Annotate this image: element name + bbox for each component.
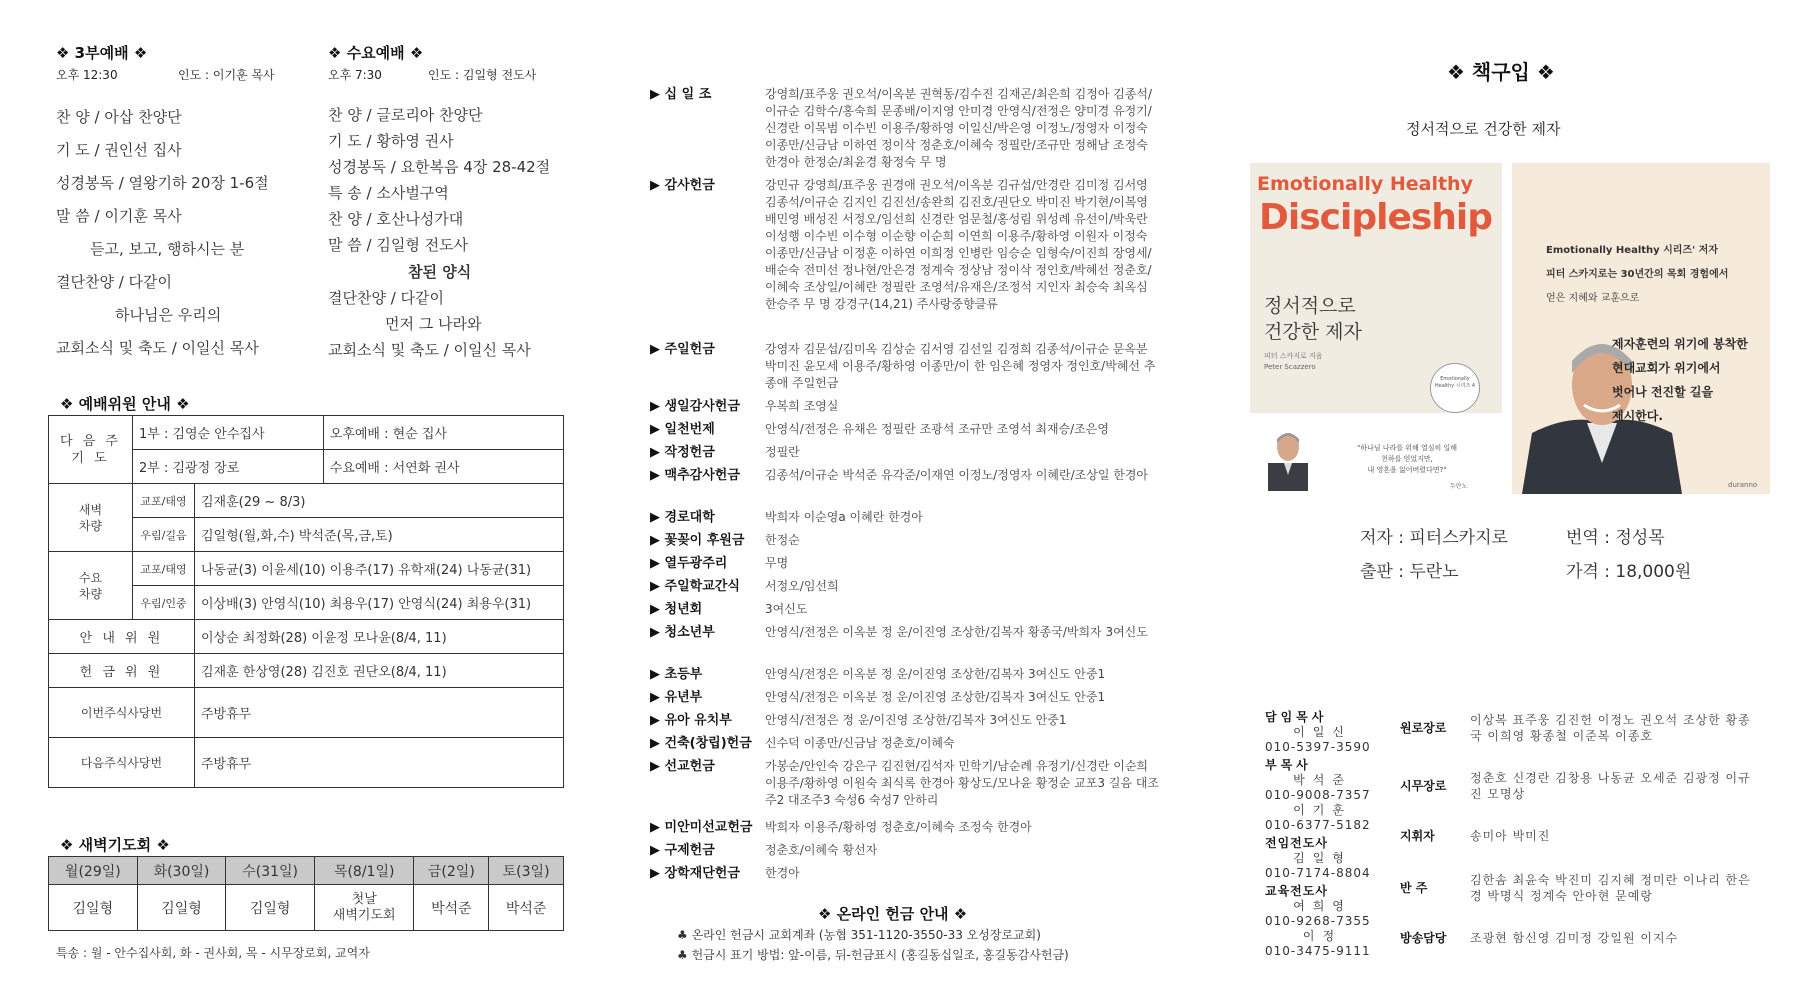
staff-name: 여희영 xyxy=(1293,899,1352,913)
day-leader: 박석준 xyxy=(489,885,564,931)
offering-label: ▶ 감사헌금 xyxy=(650,178,715,193)
committee-table xyxy=(48,415,564,788)
staff-row-label: 시무장로 xyxy=(1400,779,1447,793)
wed-line: 찬 양 / 글로리아 찬양단 xyxy=(328,106,483,124)
offering-names: 강영자 김문섭/김미옥 김상순 김서영 김선일 김정희 김종석/이규순 문옥분 박미진 윤모세 이용주/황하영 이종만/이 한 임은혜 정영자 정인호/박혜선 추종애 주일헌금 xyxy=(765,342,1156,390)
staff-row-value: 정춘호 신경란 김창용 나동균 오세준 김광정 이규진 모명상 xyxy=(1470,771,1751,801)
cover-title-ko: 정서적으로 건강한 제자 xyxy=(1264,295,1362,343)
meal-next-week-label: 다음주식사당번 xyxy=(49,738,195,788)
offering-names: 안영식/전정은 유채은 정필란 조광석 조규만 조영석 최재승/조은영 xyxy=(765,422,1109,436)
staff-row xyxy=(1400,712,1760,744)
offering-names: 김종석/이규순 박석준 유각준/이재연 이정노/정영자 이혜란/조상일 한경아 xyxy=(765,468,1149,482)
dawn-car-route: 교포/태영 xyxy=(133,484,195,518)
wed-title: ❖ 수요예배 ❖ xyxy=(328,44,424,62)
staff-tel: 010-5397-3590 xyxy=(1265,740,1371,754)
offering-label: ▶ 선교헌금 xyxy=(650,759,715,774)
book-cover-front xyxy=(1250,163,1502,494)
book-translator: 번역 : 정성목 xyxy=(1566,528,1665,548)
staff-name: 이정 xyxy=(1302,929,1343,943)
author-photo-small-icon xyxy=(1260,425,1316,491)
offering-names: 우복희 조영실 xyxy=(765,399,839,413)
wed-line: 찬 양 / 호산나성가대 xyxy=(328,210,464,228)
online-method: ♣ 헌금시 표기 방법: 앞-이름, 뒤-헌금표시 (홍길동십일조, 홍길동감사헌금) xyxy=(677,948,1069,962)
committee-title: ❖ 예배위원 안내 ❖ xyxy=(60,395,190,413)
offering-row xyxy=(650,712,1160,729)
dawn-prayer-table xyxy=(48,856,564,931)
guide-label: 안 내 위 원 xyxy=(49,620,195,654)
wed-time: 오후 7:30 xyxy=(328,68,382,82)
staff-row-value: 송미아 박미진 xyxy=(1470,829,1551,843)
service3-line: 결단찬양 / 다같이 xyxy=(56,273,173,291)
offering-names: 안영식/전정은 이옥분 정 운/이진영 조상한/김복자 황종국/박희자 3여신도 xyxy=(765,625,1148,639)
offering-names: 3여신도 xyxy=(765,602,808,616)
offering-names: 박희자 이용주/황하영 정춘호/이혜숙 조정숙 한경아 xyxy=(765,820,1032,834)
cover-author-en: Peter Scazzero xyxy=(1264,363,1316,371)
staff-row-value: 이상복 표주웅 김진헌 이정노 권오석 조상한 황종국 이희영 황종철 이준복 이종호 xyxy=(1470,713,1751,743)
staff-tel: 010-7174-8804 xyxy=(1265,866,1371,880)
day-leader: 김일형 xyxy=(137,885,226,931)
guide-value: 이상순 최정화(28) 이윤정 모나윤(8/4, 11) xyxy=(195,620,564,654)
service3-title: ❖ 3부예배 ❖ xyxy=(56,44,148,62)
staff-left xyxy=(1265,710,1380,959)
wed-sermon-title: 참된 양식 xyxy=(408,263,472,281)
service3-title-text: 3부예배 xyxy=(74,44,129,62)
offering-committee-label: 헌 금 위 원 xyxy=(49,654,195,688)
offering-row xyxy=(650,735,1160,752)
offering-label: ▶ 작정헌금 xyxy=(650,445,715,460)
cover-title-en-2: Discipleship xyxy=(1259,197,1493,238)
staff-role: 담임목사 xyxy=(1265,710,1328,724)
meal-next-week: 주방휴무 xyxy=(195,738,564,788)
staff-row xyxy=(1400,930,1760,946)
dawn-car-driver: 김재훈(29 ~ 8/3) xyxy=(195,484,564,518)
staff-row-label: 지휘자 xyxy=(1400,829,1435,843)
online-account: ♣ 온라인 헌금시 교회계좌 (농협 351-1120-3550-33 오성장로교회) xyxy=(677,928,1041,942)
back-publisher: duranno xyxy=(1728,481,1758,489)
service3-line: 기 도 / 권인선 집사 xyxy=(56,141,182,159)
wed-line: 성경봉독 / 요한복음 4장 28-42절 xyxy=(328,158,551,176)
day-header: 월(29일) xyxy=(49,857,138,885)
offering-label: ▶ 생일감사헌금 xyxy=(650,399,740,414)
offering-label: ▶ 십 일 조 xyxy=(650,87,712,102)
back-line-1 xyxy=(1546,241,1718,256)
book-subtitle: 정서적으로 건강한 제자 xyxy=(1406,120,1561,138)
book-author: 저자 : 피터스카지로 xyxy=(1360,528,1508,548)
service3-line: 교회소식 및 축도 / 이일신 목사 xyxy=(56,339,259,357)
offering-label: ▶ 주일헌금 xyxy=(650,342,715,357)
meal-this-week: 주방휴무 xyxy=(195,688,564,738)
offering-row xyxy=(650,865,1160,882)
offering-row xyxy=(650,444,1160,461)
staff-name: 이기훈 xyxy=(1293,803,1352,817)
offering-label: ▶ 유아 유치부 xyxy=(650,713,732,728)
staff-row xyxy=(1400,828,1760,844)
wed-line: 교회소식 및 축도 / 이일신 목사 xyxy=(328,341,531,359)
wed-car-route: 우림/인중 xyxy=(133,586,195,620)
staff-name: 김일형 xyxy=(1293,851,1352,865)
wed-line: 특 송 / 소사벌구역 xyxy=(328,184,449,202)
offering-label: ▶ 주일학교간식 xyxy=(650,579,740,594)
offering-row xyxy=(650,177,1160,313)
offering-names: 강민규 강영희/표주웅 권경애 권오석/이옥분 김규섭/안경란 김미정 김서영 김종석/이규순 김지인 김진선/송완희 김진호/권단오 박미진 박기현/이복영 배민영 배성진 서정오/임선희 신경란 엄문철/홍성림 위성례 유선이/박욱란 이성행 이수빈 이수형 이순향 이순희 이연희 이용주/황하영 이원자 이정숙 이종만/신금남 이정훈 이하연 이희정 인병란 임승순 임형숙/이진희 장영세/배순숙 전미선 정나현/안은경 정계숙 정상남 정이삭 정인호/박혜선 정춘호/이혜숙 조상일/이혜란 정필란 조영석/유재은/조정석 지인자 최승숙 최옥심 한승주 무 명 강경구(14,21) 주사랑중향클류 xyxy=(765,178,1152,311)
staff-row xyxy=(1400,872,1760,904)
service3-line: 성경봉독 / 열왕기하 20장 1-6절 xyxy=(56,174,269,192)
online-title-text: 온라인 헌금 안내 xyxy=(836,905,949,923)
service3-hymn: 하나님은 우리의 xyxy=(115,306,222,324)
offering-names: 정필란 xyxy=(765,445,800,459)
offering-row xyxy=(650,758,1160,809)
offering-label: ▶ 일천번제 xyxy=(650,422,715,437)
offering-row xyxy=(650,421,1160,438)
staff-row-label: 반 주 xyxy=(1400,881,1428,895)
staff-row-value: 조광현 함신영 김미정 강일원 이지수 xyxy=(1470,931,1679,945)
wed-line: 말 씀 / 김일형 전도사 xyxy=(328,236,469,254)
service3-sermon-title: 듣고, 보고, 행하시는 분 xyxy=(90,240,245,258)
back-highlight-4: 제시한다. xyxy=(1612,409,1663,423)
staff-tel: 010-6377-5182 xyxy=(1265,818,1371,832)
dawn-prayer-title: ❖ 새벽기도회 ❖ xyxy=(60,836,170,854)
staff-tel: 010-3475-9111 xyxy=(1265,944,1371,958)
cover-title-en-1: Emotionally Healthy xyxy=(1257,173,1473,195)
back-line-3: 얻은 지혜와 교훈으로 xyxy=(1546,293,1640,304)
offering-row xyxy=(650,819,1160,836)
offering-row xyxy=(650,624,1160,641)
offering-names: 안영식/전정은 정 운/이진영 조상한/김복자 3여신도 안중1 xyxy=(765,713,1067,727)
staff-row xyxy=(1400,770,1760,802)
offering-row xyxy=(650,532,1160,549)
staff-row-label: 방송담당 xyxy=(1400,931,1447,945)
book-price: 가격 : 18,000원 xyxy=(1566,562,1692,582)
offering-names: 무명 xyxy=(765,556,789,570)
back-highlight-1: 제자훈련의 위기에 봉착한 xyxy=(1612,337,1748,351)
offering-label: ▶ 청소년부 xyxy=(650,625,715,640)
offering-names: 안영식/전정은 이옥분 정 운/이진영 조상한/김복자 3여신도 안중1 xyxy=(765,667,1106,681)
offering-names: 정춘호/이혜숙 황선자 xyxy=(765,843,878,857)
offering-label: ▶ 열두광주리 xyxy=(650,556,728,571)
day-leader: 김일형 xyxy=(49,885,138,931)
offering-names: 신수덕 이종만/신금남 정춘호/이혜숙 xyxy=(765,736,955,750)
committee-title-text: 예배위원 안내 xyxy=(78,395,171,413)
book-cover-back xyxy=(1512,163,1770,494)
book-publisher: 출판 : 두란노 xyxy=(1360,562,1459,582)
offering-label: ▶ 장학재단헌금 xyxy=(650,866,740,881)
next-prayer-wed: 수요예배 : 서연화 권사 xyxy=(323,450,563,484)
online-title: ❖ 온라인 헌금 안내 ❖ xyxy=(818,905,968,923)
wed-leader: 인도 : 김일형 전도사 xyxy=(428,68,537,82)
day-header: 목(8/1일) xyxy=(314,857,414,885)
wed-line: 기 도 / 황하영 권사 xyxy=(328,132,454,150)
dawn-car-label: 새벽 차량 xyxy=(49,484,133,552)
cover-quote: "하나님 나라를 위해 열심히 일해 천하를 얻었지만, 내 영혼을 잃어버렸다면?" xyxy=(1356,444,1458,474)
book-title-text: 책구입 xyxy=(1471,60,1530,84)
staff-row-label: 원로장로 xyxy=(1400,721,1447,735)
offering-names: 강영희/표주웅 권오석/이옥분 권혁동/김수진 김재곤/최은희 김정아 김종석/이규순 김학수/홍숙희 문종배/이지영 안미경 안영식/전정은 양미경 유정기/신경란 이목범 이수빈 이용주/황하영 이일신/박은영 이정노/정영자 이정숙 이종만/신금남 이하연 정이삭 정춘호/이혜숙 정필란/조규만 정해남 조정숙 한경아 한정순/최윤경 황정숙 무 명 xyxy=(765,87,1153,169)
staff-row-value: 김한솜 최윤숙 박진미 김지혜 정미란 이나리 한은경 박명식 정계숙 안아현 문예랑 xyxy=(1470,873,1751,903)
next-prayer-label: 다 음 주 기 도 xyxy=(49,416,133,484)
offering-row xyxy=(650,666,1160,683)
offering-row xyxy=(650,601,1160,618)
day-header: 수(31일) xyxy=(226,857,315,885)
offering-names: 가봉순/안인숙 강은구 김진현/김석자 민학기/남순례 유정기/신경란 이순희 이용주/황하영 이원숙 최식록 한경아 황상도/모나윤 황정순 교포3 길음 대조주2 대조주3 숙성6 숙성7 안하리 xyxy=(765,759,1159,807)
next-prayer-2: 2부 : 김광정 장로 xyxy=(133,450,324,484)
offering-label: ▶ 건축(창립)헌금 xyxy=(650,736,752,751)
offering-row xyxy=(650,467,1160,484)
meal-this-week-label: 이번주식사당번 xyxy=(49,688,195,738)
wed-line: 결단찬양 / 다같이 xyxy=(328,289,445,307)
wed-hymn: 먼저 그 나라와 xyxy=(385,315,482,333)
back-highlight-3: 벗어나 전진할 길을 xyxy=(1612,385,1714,399)
day-leader: 김일형 xyxy=(226,885,315,931)
offering-label: ▶ 꽃꽂이 후원금 xyxy=(650,533,745,548)
day-header: 토(3일) xyxy=(489,857,564,885)
cover-series-badge xyxy=(1430,363,1480,413)
offering-names: 한정순 xyxy=(765,533,800,547)
staff-tel: 010-9268-7355 xyxy=(1265,914,1371,928)
offering-label: ▶ 초등부 xyxy=(650,667,703,682)
back-line-2: 피터 스카지로는 30년간의 목회 경험에서 xyxy=(1546,269,1729,280)
dawn-car-route: 우림/길음 xyxy=(133,518,195,552)
offering-names: 한경아 xyxy=(765,866,800,880)
service3-leader: 인도 : 이기훈 목사 xyxy=(178,68,275,82)
offering-label: ▶ 맥추감사헌금 xyxy=(650,468,740,483)
offering-label: ▶ 경로대학 xyxy=(650,510,715,525)
wed-car-route: 교포/태영 xyxy=(133,552,195,586)
day-header: 금(2일) xyxy=(414,857,489,885)
offering-names: 서정오/임선희 xyxy=(765,579,839,593)
offering-label: ▶ 구제헌금 xyxy=(650,843,715,858)
offering-committee-value: 김재훈 한상영(28) 김진호 권단오(8/4, 11) xyxy=(195,654,564,688)
book-title: ❖ 책구입 ❖ xyxy=(1447,60,1555,84)
wed-car-driver: 이상배(3) 안영식(10) 최용우(17) 안영식(24) 최용우(31) xyxy=(195,586,564,620)
next-prayer-pm: 오후예배 : 현순 집사 xyxy=(323,416,563,450)
offering-label: ▶ 유년부 xyxy=(650,690,703,705)
back-line-1-text: Emotionally Healthy 시리즈' 저자 xyxy=(1546,245,1718,256)
day-header: 화(30일) xyxy=(137,857,226,885)
staff-role: 전임전도사 xyxy=(1265,836,1328,850)
staff-name: 이일신 xyxy=(1293,725,1352,739)
wed-car-driver: 나동균(3) 이윤세(10) 이용주(17) 유학재(24) 나동균(31) xyxy=(195,552,564,586)
offering-row xyxy=(650,555,1160,572)
special-music-note: 특송 : 월 - 안수집사회, 화 - 권사회, 목 - 시무장로회, 교역자 xyxy=(56,946,370,960)
offering-row xyxy=(650,341,1160,392)
offering-row xyxy=(650,398,1160,415)
dawn-car-driver: 김일형(월,화,수) 박석준(목,금,토) xyxy=(195,518,564,552)
staff-tel: 010-9008-7357 xyxy=(1265,788,1371,802)
wed-car-label: 수요 차량 xyxy=(49,552,133,620)
cover-publisher: 두란노 xyxy=(1450,483,1468,490)
offering-label: ▶ 미안미선교헌금 xyxy=(650,820,753,835)
offering-row xyxy=(650,86,1160,171)
service3-time: 오후 12:30 xyxy=(56,68,118,82)
day-leader: 첫날 새벽기도회 xyxy=(314,885,414,931)
offering-row xyxy=(650,842,1160,859)
offering-row xyxy=(650,509,1160,526)
offering-label: ▶ 청년회 xyxy=(650,602,703,617)
offering-names: 안영식/전정은 이옥분 정 운/이진영 조상한/김복자 3여신도 안중1 xyxy=(765,690,1106,704)
staff-name: 박석준 xyxy=(1293,773,1352,787)
service3-line: 찬 양 / 아삽 찬양단 xyxy=(56,108,182,126)
offering-row xyxy=(650,689,1160,706)
offering-row xyxy=(650,578,1160,595)
next-prayer-1: 1부 : 김영순 안수집사 xyxy=(133,416,324,450)
cover-author: 피터 스카지로 지음 xyxy=(1264,352,1323,360)
day-leader: 박석준 xyxy=(414,885,489,931)
dawn-prayer-title-text: 새벽기도회 xyxy=(78,836,152,854)
wed-title-text: 수요예배 xyxy=(346,44,405,62)
back-highlight-2: 현대교회가 위기에서 xyxy=(1612,361,1721,375)
staff-role: 부목사 xyxy=(1265,758,1312,772)
staff-role: 교육전도사 xyxy=(1265,884,1328,898)
service3-line: 말 씀 / 이기훈 목사 xyxy=(56,207,182,225)
author-photo-small xyxy=(1260,425,1316,491)
offering-names: 박희자 이순영a 이혜란 한경아 xyxy=(765,510,923,524)
cover-series-badge-text: Emotionally Healthy 시리즈 4 xyxy=(1434,376,1476,389)
